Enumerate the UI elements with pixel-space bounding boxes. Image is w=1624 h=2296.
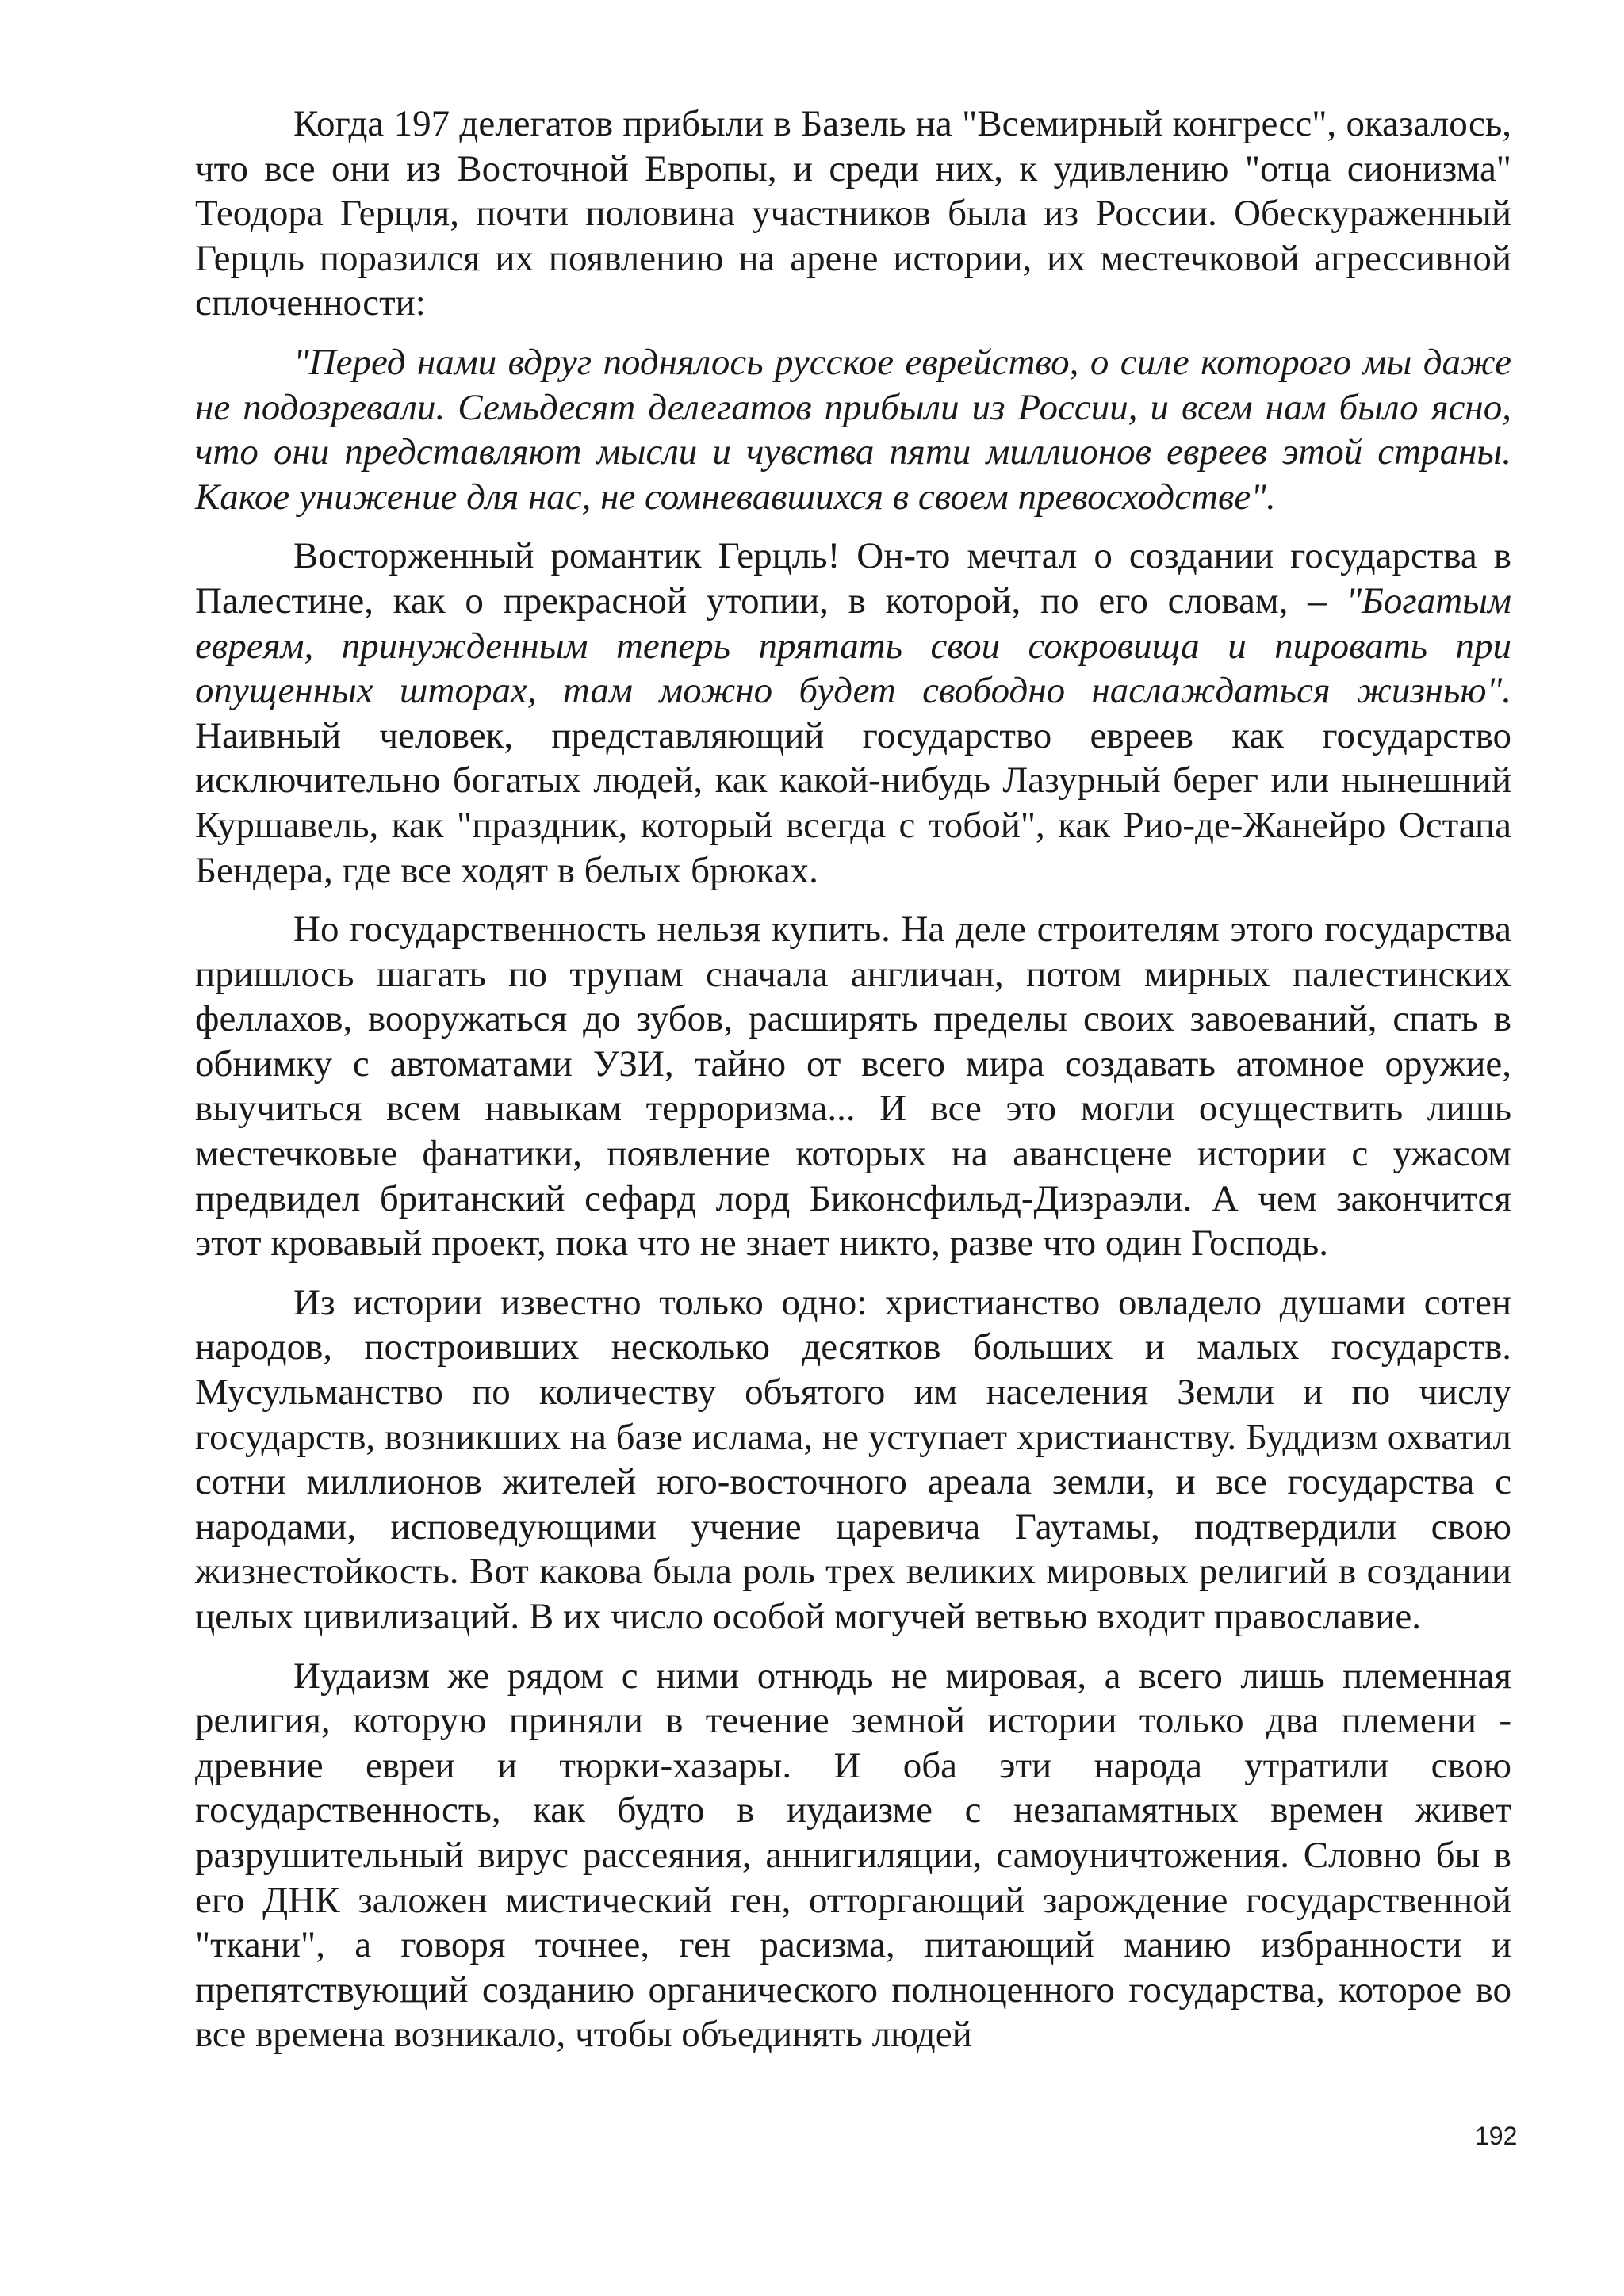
paragraph-herzl-romantic-start: Восторженный романтик Герцль! Он-то мечтал о создании государства в Палестине, как о прекрасной утопии, в которой, по его словам, – (195, 535, 1511, 622)
document-body (195, 101, 1511, 2057)
herzl-inline-quote: "Богатым евреям, принужденным теперь прятать свои сокровища и пировать при опущенных шторах, там можно будет свободно наслаждаться жизнью". (195, 580, 1511, 712)
paragraph-statehood: Но государственность нельзя купить. На деле строителям этого государства пришлось шагать по трупам сначала англичан, потом мирных палестинских феллахов, вооружаться до зубов, расширять пределы своих завоеваний, спать в обнимку с автоматами УЗИ, тайно от всего мира создавать атомное оружие, выучиться всем навыкам терроризма... И все это могли осуществить лишь местечковые фанатики, появление которых на авансцене истории с ужасом предвидел британский сефард лорд Биконсфильд-Дизраэли. А чем закончится этот кровавый проект, пока что не знает никто, разве что один Господь. (195, 909, 1511, 1265)
paragraph-world-religions: Из истории известно только одно: христианство овладело душами сотен народов, построивших несколько десятков больших и малых государств. Мусульманство по количеству объятого им населения Земли и по числу государств, возникших на базе ислама, не уступает христианству. Буддизм охватил сотни миллионов жителей юго-восточного ареала земли, и все государства с народами, исповедующими учение царевича Гаутамы, подтвердили свою жизнестойкость. Вот какова была роль трех великих мировых религий в создании целых цивилизаций. В их число особой могучей ветвью входит православие. (195, 1281, 1511, 1637)
paragraph-herzl-romantic-end: Наивный человек, представляющий государство евреев как государство исключительно богатых людей, как какой-нибудь Лазурный берег или нынешний Куршавель, как "праздник, который всегда с тобой", как Рио-де-Жанейро Остапа Бендера, где все ходят в белых брюках. (195, 714, 1511, 891)
page-number: 192 (1475, 2122, 1518, 2150)
paragraph-basel-congress: Когда 197 делегатов прибыли в Базель на "Всемирный конгресс", оказалось, что все они из Восточной Европы, и среди них, к удивлению "отца сионизма" Теодора Герцля, почти половина участников была из России. Обескураженный Герцль поразился их появлению на арене истории, их местечковой агрессивной сплоченности: (195, 103, 1511, 324)
herzl-quote: "Перед нами вдруг поднялось русское еврейство, о силе которого мы даже не подозревали. Семьдесят делегатов прибыли из России, и всем нам было ясно, что они представляют мысли и чувства пяти миллионов евреев этой страны. Какое унижение для нас, не сомневавшихся в своем превосходстве". (195, 341, 1511, 518)
paragraph-herzl-romantic (195, 534, 1511, 893)
paragraph-judaism: Иудаизм же рядом с ними отнюдь не мировая, а всего лишь племенная религия, которую приняли в течение земной истории только два племени - древние евреи и тюрки-хазары. И оба эти народа утратили свою государственность, как будто в иудаизме с незапамятных времен живет разрушительный вирус рассеяния, аннигиляции, самоуничтожения. Словно бы в его ДНК заложен мистический ген, отторгающий зарождение государственной "ткани", а говоря точнее, ген расизма, питающий манию избранности и препятствующий созданию органического полноценного государства, которое во все времена возникало, чтобы объединять людей (195, 1655, 1511, 2056)
